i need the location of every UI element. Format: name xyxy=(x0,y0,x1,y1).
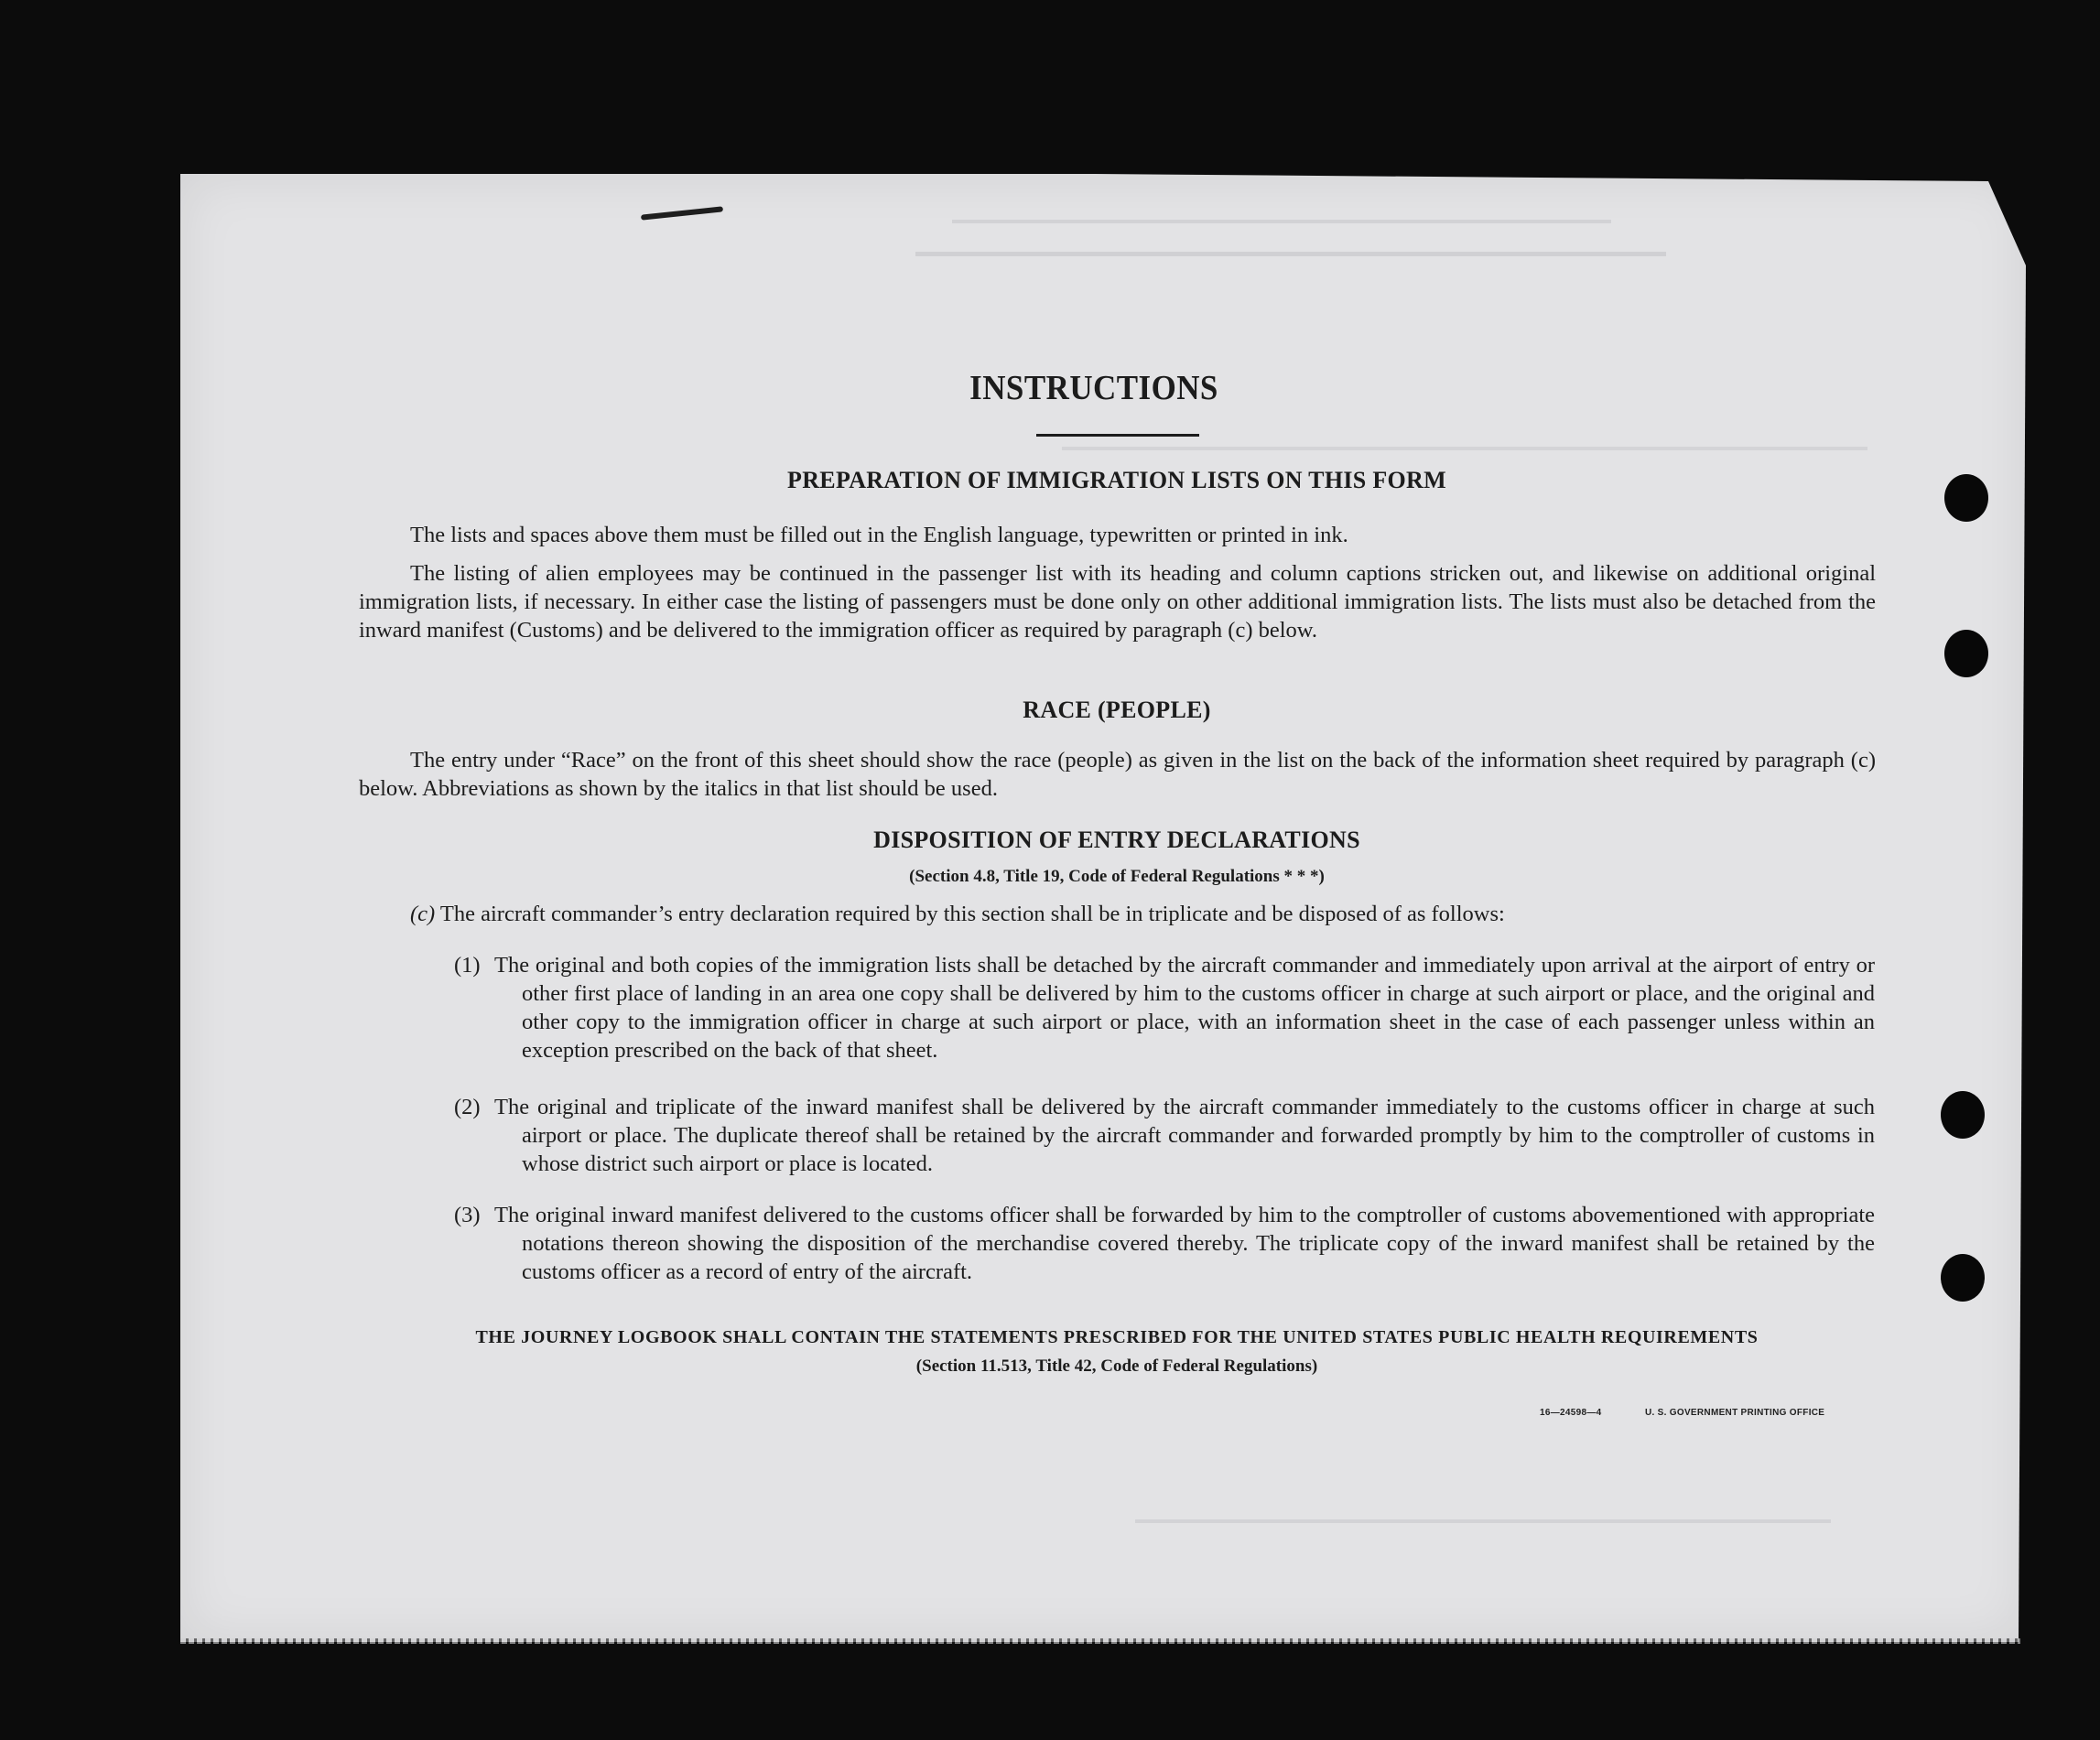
section-heading-preparation: PREPARATION OF IMMIGRATION LISTS ON THIS FORM xyxy=(787,467,1446,493)
list-item xyxy=(454,951,1875,1065)
paragraph-c-intro xyxy=(410,900,1875,928)
section-heading-race: RACE (PEOPLE) xyxy=(1023,697,1211,723)
form-number: 16—24598—4 xyxy=(1540,1408,1602,1418)
list-item-text: The original inward manifest delivered to the customs officer shall be forwarded by him to the comptroller of customs abovementioned with appropriate notations thereon showing the disposition of the merchandise covered thereby. The triplicate copy of the inward manifest shall be retained by the customs officer as a record of entry of the aircraft. xyxy=(494,1203,1875,1284)
paragraph-language: The lists and spaces above them must be filled out in the English language, typewritten or printed in ink. xyxy=(410,523,1348,547)
list-item-text: The original and triplicate of the inward manifest shall be delivered by the aircraft commander immediately to the customs officer in charge at such airport or place. The duplicate thereof shall be retained by the aircraft commander and forwarded promptly by him to the comptroller of customs in whose district such airport or place is located. xyxy=(494,1095,1875,1176)
list-item-number: (3) xyxy=(454,1203,481,1227)
section-heading-disposition: DISPOSITION OF ENTRY DECLARATIONS xyxy=(873,827,1360,853)
document-title: INSTRUCTIONS xyxy=(969,369,1218,407)
paragraph-c-label: (c) xyxy=(410,902,436,926)
list-item-number: (1) xyxy=(454,953,481,978)
list-item-text: The original and both copies of the immigration lists shall be detached by the aircraft commander and immediately upon arrival at the airport of entry or other first place of landing in an area one copy shall be delivered by him to the customs officer in charge at such airport or place, and the original and other copy to the immigration officer in charge at such airport or place, with an information sheet in the case of each passenger unless within an exception prescribed on the back of that sheet. xyxy=(494,953,1875,1063)
printer-imprint: U. S. GOVERNMENT PRINTING OFFICE xyxy=(1645,1408,1825,1418)
logbook-citation: (Section 11.513, Title 42, Code of Federal Regulations) xyxy=(915,1356,1318,1376)
title-underline xyxy=(1036,434,1199,437)
disposition-citation: (Section 4.8, Title 19, Code of Federal Regulations * * *) xyxy=(909,867,1325,886)
list-item xyxy=(454,1093,1875,1178)
paragraph-race: The entry under “Race” on the front of this sheet should show the race (people) as given in the list on the back of the information sheet required by paragraph (c) below. Abbreviations as shown by the italics in that list should be used. xyxy=(359,748,1876,801)
list-item-number: (2) xyxy=(454,1095,481,1119)
paragraph-alien-employees: The listing of alien employees may be continued in the passenger list with its heading and column captions stricken out, and likewise on additional original immigration lists, if necessary. In either case the listing of passengers must be done only on other additional immigration lists. The lists must also be detached from the inward manifest (Customs) and be delivered to the immigration officer as required by paragraph (c) below. xyxy=(359,561,1876,643)
list-item xyxy=(454,1201,1875,1286)
logbook-statement: THE JOURNEY LOGBOOK SHALL CONTAIN THE STATEMENTS PRESCRIBED FOR THE UNITED STATES PUBLIC HEALTH REQUIREMENTS xyxy=(475,1327,1759,1347)
paragraph-c-text: The aircraft commander’s entry declaration required by this section shall be in triplicate and be disposed of as follows: xyxy=(439,902,1505,926)
